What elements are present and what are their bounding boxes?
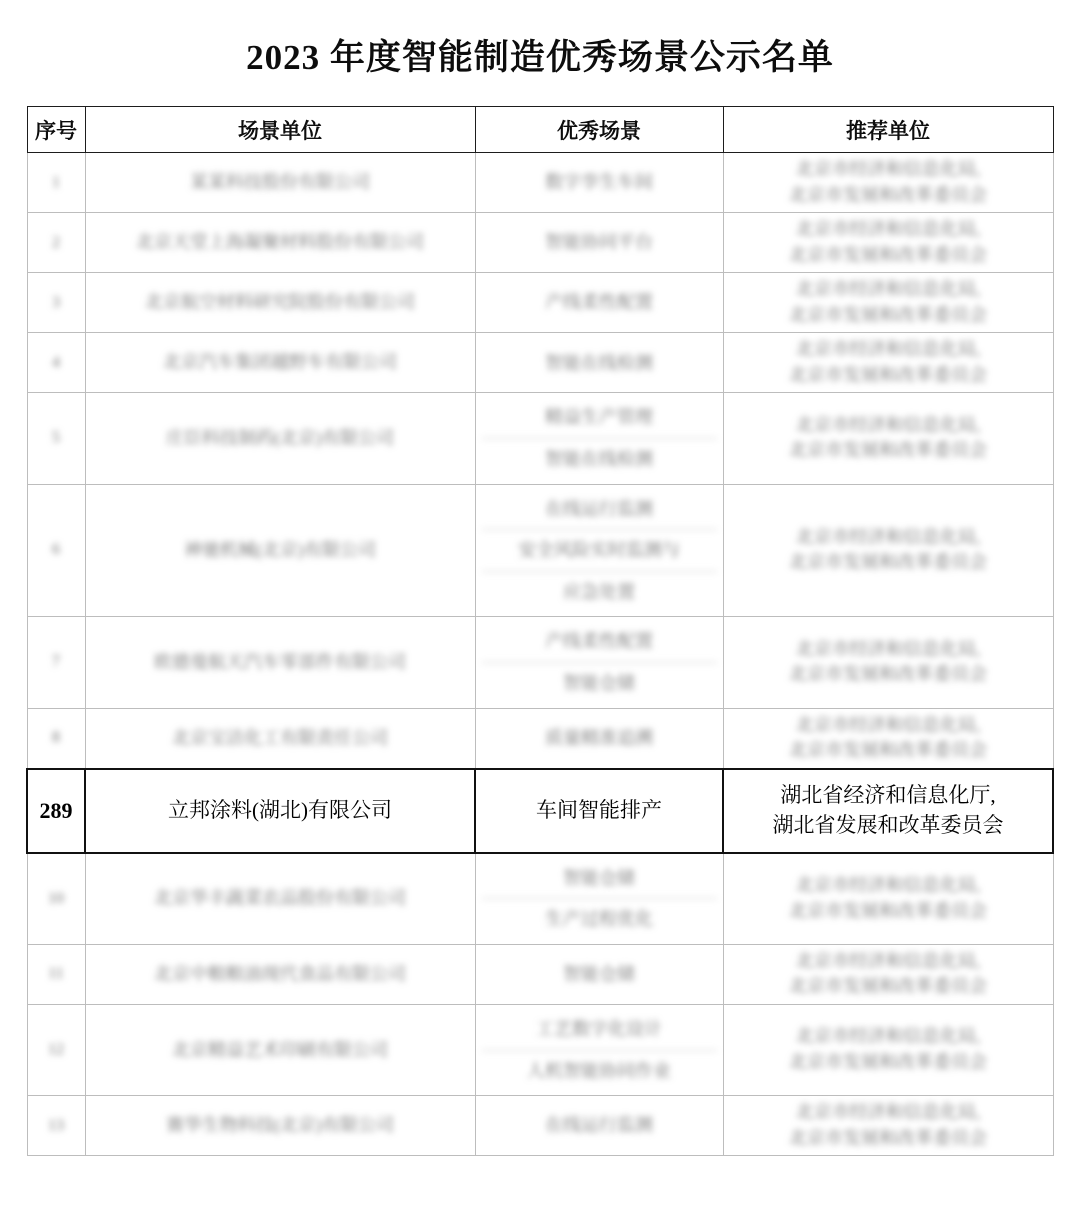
scene-list <box>482 959 717 990</box>
table-row <box>27 484 1053 617</box>
cell-scene <box>475 393 723 484</box>
table-row <box>27 708 1053 769</box>
cell-recommender <box>723 1096 1053 1156</box>
scene-listing-table <box>26 106 1054 1156</box>
table-header-row <box>27 107 1053 153</box>
cell-index: 13 <box>27 1096 85 1156</box>
scene-item: 工艺数字化设计 <box>482 1009 717 1051</box>
cell-unit: 神驰机械(北京)有限公司 <box>85 484 475 617</box>
recommender-line: 北京市经济和信息化局, <box>795 714 981 735</box>
scene-list <box>482 167 717 198</box>
scene-item: 智能仓储 <box>563 672 635 693</box>
recommender-lines <box>730 277 1047 328</box>
recommender-lines <box>730 413 1047 464</box>
cell-unit: 北京宝洁化工有限责任公司 <box>85 708 475 769</box>
recommender-lines <box>734 781 1042 841</box>
scene-item: 智能在线检测 <box>545 448 653 469</box>
recommender-lines <box>730 713 1047 764</box>
scene-item: 应急处置 <box>563 581 635 602</box>
cell-index: 1 <box>27 153 85 213</box>
table-row <box>27 213 1053 273</box>
recommender-line: 湖北省经济和信息化厅, <box>780 782 996 807</box>
recommender-line: 北京市发展和改革委员会 <box>789 304 987 325</box>
recommender-lines <box>730 873 1047 924</box>
table-body <box>27 153 1053 1156</box>
scene-item: 精益生产管理 <box>482 397 717 439</box>
recommender-line: 北京市经济和信息化局, <box>795 279 981 300</box>
cell-scene <box>475 273 723 333</box>
scene-item: 数字孪生车间 <box>545 172 653 193</box>
cell-scene <box>475 769 723 853</box>
recommender-lines <box>730 637 1047 688</box>
recommender-lines <box>730 1024 1047 1075</box>
scene-item: 产线柔性配置 <box>545 292 653 313</box>
cell-unit: 欧德曼航天汽车零部件有限公司 <box>85 617 475 708</box>
cell-scene <box>475 213 723 273</box>
cell-scene <box>475 708 723 769</box>
scene-item: 在线运行监测 <box>482 489 717 531</box>
cell-unit: 立邦涂料(湖北)有限公司 <box>85 769 475 853</box>
table-header <box>27 107 1053 153</box>
column-header-recommender: 推荐单位 <box>723 107 1053 153</box>
cell-scene <box>475 944 723 1004</box>
recommender-line: 北京市经济和信息化局, <box>795 1026 981 1047</box>
recommender-line: 北京市发展和改革委员会 <box>789 1127 987 1148</box>
cell-unit: 赛华生物科技(北京)有限公司 <box>85 1096 475 1156</box>
table-row <box>27 1096 1053 1156</box>
cell-index: 2 <box>27 213 85 273</box>
cell-recommender <box>723 708 1053 769</box>
cell-unit: 庄臣科技制药(北京)有限公司 <box>85 393 475 484</box>
scene-item: 在线运行监测 <box>545 1115 653 1136</box>
recommender-line: 北京市发展和改革委员会 <box>789 976 987 997</box>
table-row <box>27 273 1053 333</box>
cell-scene <box>475 153 723 213</box>
cell-scene <box>475 1004 723 1095</box>
recommender-line: 北京市发展和改革委员会 <box>789 900 987 921</box>
cell-unit: 北京航空材料研究院股份有限公司 <box>85 273 475 333</box>
recommender-line: 北京市发展和改革委员会 <box>789 740 987 761</box>
recommender-lines <box>730 949 1047 1000</box>
cell-unit: 北京华丰蔬菜农品股份有限公司 <box>85 853 475 945</box>
recommender-lines <box>730 1100 1047 1151</box>
scene-item: 生产过程优化 <box>545 909 653 930</box>
cell-index: 12 <box>27 1004 85 1095</box>
scene-item: 安全风险实时监测与 <box>482 530 717 572</box>
cell-scene <box>475 484 723 617</box>
cell-unit: 北京汽车集团越野车有限公司 <box>85 333 475 393</box>
scene-list <box>482 287 717 318</box>
cell-index: 10 <box>27 853 85 945</box>
cell-recommender <box>723 213 1053 273</box>
scene-item: 智能协同平台 <box>545 232 653 253</box>
scene-list <box>482 621 717 703</box>
recommender-line: 北京市经济和信息化局, <box>795 526 981 547</box>
recommender-line: 北京市发展和改革委员会 <box>789 664 987 685</box>
table-row <box>27 333 1053 393</box>
cell-recommender <box>723 153 1053 213</box>
scene-item: 车间智能排产 <box>536 797 662 822</box>
column-header-index: 序号 <box>27 107 85 153</box>
cell-index: 6 <box>27 484 85 617</box>
cell-scene <box>475 853 723 945</box>
cell-scene <box>475 333 723 393</box>
table-row <box>27 853 1053 945</box>
cell-recommender <box>723 617 1053 708</box>
scene-item: 智能在线检测 <box>545 352 653 373</box>
cell-unit: 北京中粮粮油现代食品有限公司 <box>85 944 475 1004</box>
cell-scene <box>475 1096 723 1156</box>
recommender-line: 北京市经济和信息化局, <box>795 414 981 435</box>
cell-recommender <box>723 333 1053 393</box>
cell-recommender <box>723 1004 1053 1095</box>
recommender-line: 北京市发展和改革委员会 <box>789 364 987 385</box>
cell-index: 8 <box>27 708 85 769</box>
cell-recommender <box>723 393 1053 484</box>
recommender-lines <box>730 337 1047 388</box>
scene-list <box>482 1110 717 1141</box>
scene-item: 质量精准追溯 <box>545 727 653 748</box>
cell-index: 11 <box>27 944 85 1004</box>
scene-list <box>482 1009 717 1091</box>
table-row <box>27 1004 1053 1095</box>
scene-item: 人机智能协同作业 <box>527 1060 671 1081</box>
cell-index: 3 <box>27 273 85 333</box>
scene-list <box>482 348 717 379</box>
recommender-line: 北京市经济和信息化局, <box>795 875 981 896</box>
recommender-lines <box>730 217 1047 268</box>
column-header-scene: 优秀场景 <box>475 107 723 153</box>
recommender-line: 北京市发展和改革委员会 <box>789 440 987 461</box>
cell-unit: 北京精益艺术印刷有限公司 <box>85 1004 475 1095</box>
scene-list <box>486 793 712 829</box>
recommender-line: 北京市发展和改革委员会 <box>789 552 987 573</box>
recommender-line: 北京市发展和改革委员会 <box>789 184 987 205</box>
recommender-line: 北京市经济和信息化局, <box>795 1102 981 1123</box>
recommender-lines <box>730 525 1047 576</box>
recommender-line: 北京市发展和改革委员会 <box>789 1052 987 1072</box>
scene-item: 智能仓储 <box>563 964 635 985</box>
scene-list <box>482 227 717 258</box>
page-title: 2023 年度智能制造优秀场景公示名单 <box>246 38 834 77</box>
table-row <box>27 393 1053 484</box>
cell-recommender <box>723 853 1053 945</box>
recommender-lines <box>730 157 1047 208</box>
cell-unit: 某某科技股份有限公司 <box>85 153 475 213</box>
column-header-unit: 场景单位 <box>85 107 475 153</box>
table-row <box>27 617 1053 708</box>
cell-recommender <box>723 769 1053 853</box>
scene-list <box>482 858 717 940</box>
table-row <box>27 153 1053 213</box>
cell-unit: 北京天堂上海凝聚材料股份有限公司 <box>85 213 475 273</box>
scene-list <box>482 723 717 754</box>
cell-recommender <box>723 944 1053 1004</box>
table-row <box>27 944 1053 1004</box>
recommender-line: 湖北省发展和改革委员会 <box>772 812 1004 837</box>
recommender-line: 北京市经济和信息化局, <box>795 950 981 971</box>
scene-item: 智能仓储 <box>482 858 717 900</box>
scene-list <box>482 397 717 479</box>
cell-index: 4 <box>27 333 85 393</box>
recommender-line: 北京市经济和信息化局, <box>795 219 981 240</box>
cell-index: 289 <box>27 769 85 853</box>
cell-recommender <box>723 484 1053 617</box>
scene-list <box>482 489 717 613</box>
recommender-line: 北京市经济和信息化局, <box>795 638 981 659</box>
cell-scene <box>475 617 723 708</box>
recommender-line: 北京市发展和改革委员会 <box>789 244 987 265</box>
recommender-line: 北京市经济和信息化局, <box>795 339 981 360</box>
recommender-line: 北京市经济和信息化局, <box>795 159 981 179</box>
table-row <box>27 769 1053 853</box>
cell-index: 5 <box>27 393 85 484</box>
cell-recommender <box>723 273 1053 333</box>
cell-index: 7 <box>27 617 85 708</box>
scene-item: 产线柔性配置 <box>482 621 717 663</box>
